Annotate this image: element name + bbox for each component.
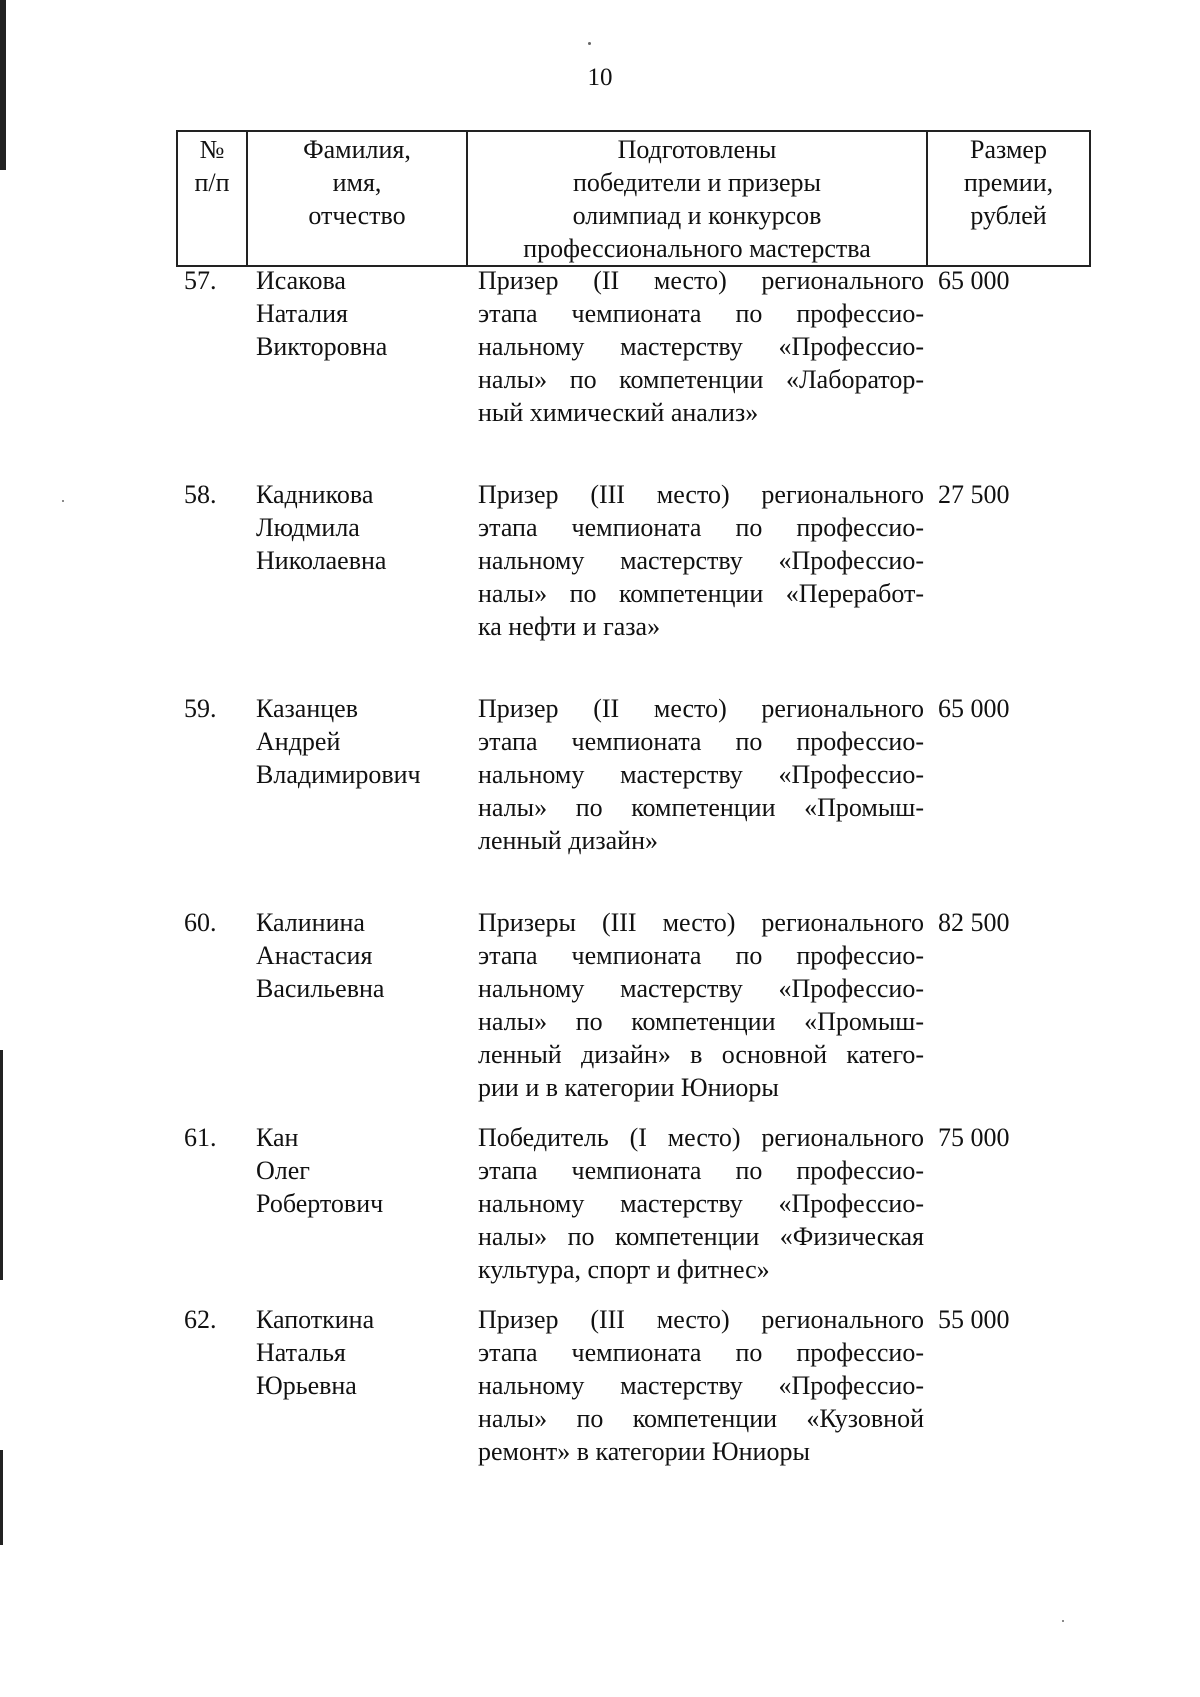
scan-speck	[588, 42, 591, 45]
row-number: 60.	[184, 908, 217, 937]
achievement-line: нальному мастерству «Профессио-	[478, 760, 924, 789]
achievement-line: ленный дизайн»	[478, 826, 659, 855]
achievement-line: нальному мастерству «Профессио-	[478, 546, 924, 575]
achievement-line: ремонт» в категории Юниоры	[478, 1437, 810, 1466]
achievement-line: нальному мастерству «Профессио-	[478, 332, 924, 361]
achievement-line: этапа чемпионата по профессио-	[478, 1338, 924, 1367]
row-prize-amount: 55 000	[938, 1305, 1010, 1334]
name-line: Людмила	[256, 513, 360, 542]
row-prize-amount: 65 000	[938, 694, 1010, 723]
table-row	[176, 1303, 1089, 1468]
name-line: Калинина	[256, 908, 365, 937]
name-line: Исакова	[256, 266, 346, 295]
scan-speck	[1062, 1620, 1064, 1622]
row-achievement	[466, 1303, 926, 1468]
row-number: 61.	[184, 1123, 217, 1152]
header-full-name	[247, 131, 467, 266]
row-prize-amount: 65 000	[938, 266, 1010, 295]
row-achievement	[466, 692, 926, 857]
row-achievement	[466, 264, 926, 429]
name-line: Анастасия	[256, 941, 373, 970]
name-line: Андрей	[256, 727, 341, 756]
name-line: Васильевна	[256, 974, 385, 1003]
row-full-name	[246, 478, 466, 643]
achievement-line: налы» по компетенции «Лаборатор-	[478, 365, 924, 394]
row-number: 57.	[184, 266, 217, 295]
name-line: Кан	[256, 1123, 299, 1152]
achievement-line: Призер (II место) регионального	[478, 266, 924, 295]
row-number: 58.	[184, 480, 217, 509]
header-line: Размер	[970, 135, 1047, 164]
header-line: Подготовлены	[617, 135, 777, 164]
achievement-line: этапа чемпионата по профессио-	[478, 513, 924, 542]
scan-speck	[62, 500, 64, 502]
table-row	[176, 1121, 1089, 1286]
achievement-line: налы» по компетенции «Кузовной	[478, 1404, 924, 1433]
header-prepared-winners	[467, 131, 927, 266]
achievement-line: налы» по компетенции «Физическая	[478, 1222, 924, 1251]
achievement-line: этапа чемпионата по профессио-	[478, 941, 924, 970]
achievement-line: ка нефти и газа»	[478, 612, 661, 641]
table-header	[176, 130, 1091, 267]
header-line: рублей	[970, 201, 1047, 230]
row-number: 59.	[184, 694, 217, 723]
achievement-line: Победитель (I место) регионального	[478, 1123, 924, 1152]
achievement-line: этапа чемпионата по профессио-	[478, 727, 924, 756]
header-line: премии,	[963, 168, 1054, 197]
achievement-line: нальному мастерству «Профессио-	[478, 974, 924, 1003]
page-number: 10	[587, 64, 613, 91]
header-line: профессионального мастерства	[523, 234, 871, 263]
header-line: №	[199, 135, 225, 164]
row-number: 62.	[184, 1305, 217, 1334]
row-full-name	[246, 1121, 466, 1286]
scan-edge-bottom	[0, 1450, 3, 1545]
achievement-line: налы» по компетенции «Переработ-	[478, 579, 924, 608]
row-achievement	[466, 906, 926, 1104]
achievement-line: ленный дизайн» в основной катего-	[478, 1040, 924, 1069]
name-line: Олег	[256, 1156, 310, 1185]
table-row	[176, 692, 1089, 857]
achievement-line: культура, спорт и фитнес»	[478, 1255, 770, 1284]
row-prize-amount: 75 000	[938, 1123, 1010, 1152]
achievement-line: Призер (III место) регионального	[478, 1305, 924, 1334]
name-line: Юрьевна	[256, 1371, 357, 1400]
name-line: Николаевна	[256, 546, 387, 575]
header-line: отчество	[308, 201, 406, 230]
row-full-name	[246, 906, 466, 1104]
name-line: Наталья	[256, 1338, 346, 1367]
achievement-line: Призер (II место) регионального	[478, 694, 924, 723]
achievement-line: налы» по компетенции «Промыш-	[478, 793, 924, 822]
name-line: Капоткина	[256, 1305, 375, 1334]
name-line: Наталия	[256, 299, 348, 328]
achievement-line: рии и в категории Юниоры	[478, 1073, 779, 1102]
achievement-line: налы» по компетенции «Промыш-	[478, 1007, 924, 1036]
scan-edge-middle	[0, 1050, 3, 1280]
row-full-name	[246, 1303, 466, 1468]
header-line: олимпиад и конкурсов	[572, 201, 822, 230]
row-full-name	[246, 692, 466, 857]
row-achievement	[466, 1121, 926, 1286]
row-achievement	[466, 478, 926, 643]
achievement-line: Призеры (III место) регионального	[478, 908, 924, 937]
name-line: Казанцев	[256, 694, 358, 723]
header-line: победители и призеры	[573, 168, 821, 197]
achievement-line: нальному мастерству «Профессио-	[478, 1371, 924, 1400]
achievement-line: ный химический анализ»	[478, 398, 759, 427]
header-number	[177, 131, 247, 266]
table-row	[176, 478, 1089, 643]
row-full-name	[246, 264, 466, 429]
name-line: Робертович	[256, 1189, 384, 1218]
row-prize-amount: 27 500	[938, 480, 1010, 509]
table-body	[176, 264, 1089, 1468]
header-prize-amount	[927, 131, 1090, 266]
name-line: Кадникова	[256, 480, 374, 509]
name-line: Владимирович	[256, 760, 421, 789]
achievement-line: Призер (III место) регионального	[478, 480, 924, 509]
name-line: Викторовна	[256, 332, 388, 361]
header-line: имя,	[332, 168, 382, 197]
achievement-line: этапа чемпионата по профессио-	[478, 1156, 924, 1185]
header-line: п/п	[194, 168, 230, 197]
achievement-line: этапа чемпионата по профессио-	[478, 299, 924, 328]
row-prize-amount: 82 500	[938, 908, 1010, 937]
table-row	[176, 264, 1089, 429]
header-line: Фамилия,	[303, 135, 411, 164]
table-row	[176, 906, 1089, 1104]
achievement-line: нальному мастерству «Профессио-	[478, 1189, 924, 1218]
